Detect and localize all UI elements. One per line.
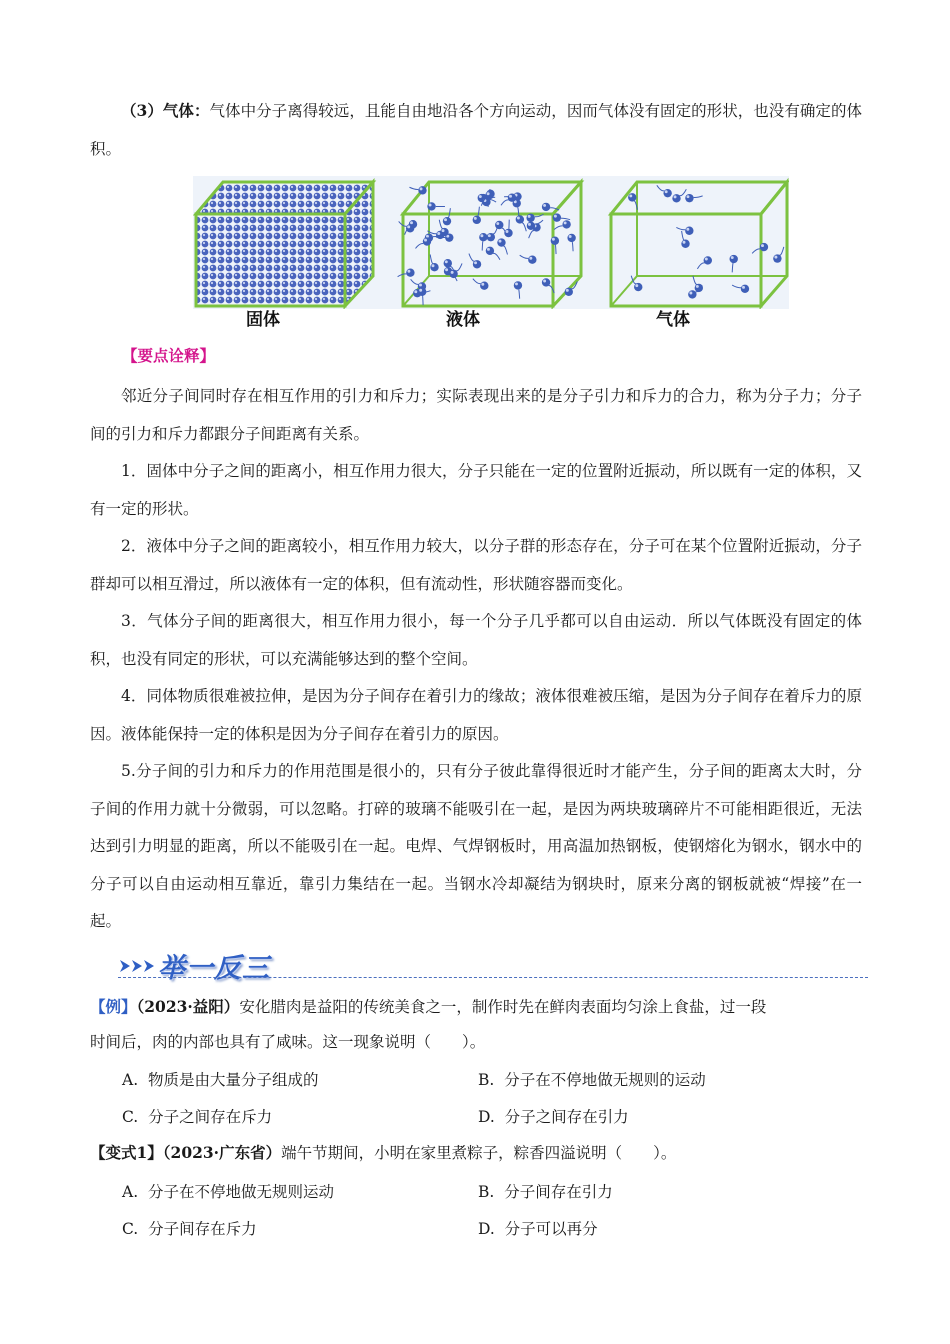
liquid-particle <box>406 224 414 232</box>
liquid-particle-highlight <box>552 238 555 241</box>
key-points-heading: 【要点诠释】 <box>122 347 216 365</box>
option-letter: A. <box>122 1183 139 1201</box>
liquid-particle <box>514 281 522 289</box>
liquid-particle <box>418 288 426 296</box>
figure-label-liquid: 液体 <box>446 310 480 330</box>
gas-particle-highlight <box>696 285 699 288</box>
gas-particle-highlight <box>674 195 677 198</box>
figure-label-gas: 气体 <box>656 310 690 330</box>
option-text: 分子之间存在引力 <box>504 1108 629 1126</box>
example-tag: 【例】 <box>90 997 137 1016</box>
liquid-particle <box>508 193 516 201</box>
gas-particle-highlight <box>687 195 690 198</box>
liquid-particle-highlight <box>543 204 546 207</box>
variant1-tag: 【变式1】 <box>90 1143 163 1162</box>
liquid-particle-highlight <box>420 187 423 190</box>
liquid-particle-highlight <box>509 195 512 198</box>
option-letter: C. <box>122 1108 139 1126</box>
key-point-item-3: 3．气体分子间的距离很大，相互作用力很小，每一个分子几乎都可以自由运动．所以气体既没有固定的体积，也没有同定的形状，可以充满能够达到的整个空间。 <box>90 612 862 668</box>
liquid-particle <box>406 269 414 277</box>
liquid-particle-highlight <box>481 283 484 286</box>
example-stem-line1 <box>90 992 862 1022</box>
example-source: （2023·益阳） <box>136 997 240 1016</box>
liquid-particle-highlight <box>496 222 499 225</box>
liquid-particle <box>486 247 494 255</box>
solid-box <box>196 182 373 306</box>
gas-particle <box>773 254 781 262</box>
gas-particle <box>681 240 689 248</box>
banner-divider <box>118 977 868 978</box>
example-option-c[interactable] <box>122 1102 272 1132</box>
liquid-particle-highlight <box>445 268 448 271</box>
option-text: 分子在不停地做无规则的运动 <box>504 1071 706 1089</box>
liquid-particle-highlight <box>529 257 532 260</box>
section-gas-label: （3）气体： <box>121 101 210 120</box>
option-text: 分子可以再分 <box>504 1220 598 1238</box>
liquid-particle-highlight <box>487 248 490 251</box>
liquid-particle <box>562 220 570 228</box>
liquid-particle <box>427 202 435 210</box>
liquid-particle <box>480 281 488 289</box>
key-point-item-1: 1．固体中分子之间的距离小，相互作用力很大，分子只能在一定的位置附近振动，所以既有一定的体积，又有一定的形状。 <box>90 462 862 518</box>
liquid-particle-highlight <box>487 192 490 195</box>
variant1-option-c[interactable] <box>122 1214 257 1244</box>
liquid-particle-tail <box>509 220 510 229</box>
option-letter: A. <box>122 1071 139 1089</box>
liquid-particle-highlight <box>515 282 518 285</box>
gas-particle-highlight <box>689 292 692 295</box>
liquid-particle <box>553 213 561 221</box>
liquid-particle-highlight <box>528 215 531 218</box>
liquid-particle <box>528 256 536 264</box>
liquid-particle-highlight <box>564 221 567 224</box>
gas-particle-highlight <box>774 256 777 259</box>
option-text: 分子在不停地做无规则运动 <box>147 1183 334 1201</box>
liquid-particle-highlight <box>419 289 422 292</box>
liquid-particle-highlight <box>407 270 410 273</box>
gas-particle-highlight <box>635 284 638 287</box>
option-letter: B. <box>478 1183 495 1201</box>
liquid-particle-highlight <box>474 217 477 220</box>
variant1-source: （2023·广东省） <box>162 1143 282 1162</box>
liquid-particle-highlight <box>426 235 429 238</box>
option-letter: C. <box>122 1220 139 1238</box>
liquid-particle-highlight <box>480 234 483 237</box>
variant1-option-a[interactable] <box>122 1177 334 1207</box>
gas-particle <box>685 194 693 202</box>
liquid-particle <box>418 186 426 194</box>
liquid-particle <box>430 263 438 271</box>
liquid-particle <box>527 222 535 230</box>
gas-particle <box>628 193 636 201</box>
gas-particle-highlight <box>629 194 632 197</box>
figure-label-solid: 固体 <box>246 310 280 330</box>
example-stem-text1: 安化腊肉是益阳的传统美食之一，制作时先在鲜肉表面均匀涂上食盐，过一段 <box>239 998 767 1016</box>
liquid-particle-highlight <box>445 260 448 263</box>
variant1-option-d[interactable] <box>478 1214 598 1244</box>
liquid-particle-highlight <box>474 261 477 264</box>
liquid-particle-highlight <box>479 195 482 198</box>
liquid-particle <box>443 217 451 225</box>
liquid-particle-highlight <box>407 225 410 228</box>
liquid-particle <box>479 233 487 241</box>
liquid-particle-highlight <box>410 221 413 224</box>
liquid-particle-highlight <box>517 217 520 220</box>
key-point-item-4: 4．同体物质很难被拉伸，是因为分子间存在着引力的缘故；液体很难被压缩，是因为分子间存在着斥力的原因。液体能保持一定的体积是因为分子间存在着引力的原因。 <box>90 687 862 743</box>
liquid-particle <box>504 229 512 237</box>
liquid-particle-highlight <box>566 289 569 292</box>
liquid-particle-highlight <box>419 283 422 286</box>
gas-particle-highlight <box>742 286 745 289</box>
liquid-particle <box>440 228 448 236</box>
example-stem-line2: 时间后，肉的内部也具有了咸味。这一现象说明（ ）。 <box>90 1033 486 1051</box>
liquid-particle-highlight <box>424 239 427 242</box>
liquid-particle <box>567 234 575 242</box>
liquid-particle-highlight <box>506 230 509 233</box>
triple-arrow-icon <box>118 956 160 976</box>
liquid-particle <box>473 216 481 224</box>
gas-particle-highlight <box>686 228 689 231</box>
gas-particle <box>704 256 712 264</box>
example-option-d[interactable] <box>478 1102 629 1132</box>
liquid-particle <box>551 237 559 245</box>
banner-title: 举一反三 <box>158 953 270 984</box>
liquid-particle-highlight <box>429 203 432 206</box>
variant1-option-b[interactable] <box>478 1177 613 1207</box>
variant1-stem <box>90 1138 862 1168</box>
key-point-item-5: 5.分子间的引力和斥力的作用范围是很小的，只有分子彼此靠得很近时才能产生，分子间的距离太大时，分子间的作用力就十分微弱，可以忽略。打碎的玻璃不能吸引在一起，是因为两块玻璃碎片不可能相距很近，无法达到引力明显的距离，所以不能吸引在一起。电焊、气焊钢板时，用高温加热钢板，使钢熔化为钢水，钢水中的分子可以自由运动相互靠近，靠引力集结在一起。当钢水冷却凝结为钢块时，原来分离的钢板就被“焊接”在一起。 <box>90 762 862 930</box>
example-option-b[interactable] <box>478 1065 706 1095</box>
liquid-particle-highlight <box>432 264 435 267</box>
gas-particle <box>663 189 671 197</box>
liquid-particle-highlight <box>569 235 572 238</box>
key-point-item-2: 2．液体中分子之间的距离较小，相互作用力较大，以分子群的形态存在，分子可在某个位置附近振动，分子群却可以相互滑过，所以液体有一定的体积，但有流动性，形状随容器而变化。 <box>90 537 862 593</box>
liquid-particle <box>516 215 524 223</box>
gas-particle-highlight <box>731 256 734 259</box>
section-gas-text: 气体中分子离得较远，且能自由地沿各个方向运动，因而气体没有固定的形状，也没有确定的体积。 <box>90 102 862 158</box>
option-letter: D. <box>478 1220 495 1238</box>
liquid-particle-highlight <box>499 240 502 243</box>
liquid-particle-highlight <box>488 234 491 237</box>
option-text: 分子间存在斥力 <box>148 1220 257 1238</box>
option-text: 分子之间存在斥力 <box>148 1108 273 1126</box>
variant1-stem-text: 端午节期间，小明在家里煮粽子，粽香四溢说明（ ）。 <box>281 1144 677 1162</box>
liquid-particle <box>497 238 505 246</box>
gas-particle <box>685 227 693 235</box>
gas-particle <box>760 243 768 251</box>
gas-particle <box>741 285 749 293</box>
gas-particle-highlight <box>761 244 764 247</box>
liquid-particle <box>526 214 534 222</box>
key-points-intro: 邻近分子间同时存在相互作用的引力和斥力；实际表现出来的是分子引力和斥力的合力，称为分子力；分子间的引力和斥力都跟分子间距离有关系。 <box>90 387 862 443</box>
gas-particle <box>730 255 738 263</box>
gas-particle <box>672 194 680 202</box>
option-letter: B. <box>478 1071 495 1089</box>
gas-particle-highlight <box>683 241 686 244</box>
liquid-particle <box>423 237 431 245</box>
option-letter: D. <box>478 1108 495 1126</box>
liquid-particle-highlight <box>444 218 447 221</box>
liquid-particle-highlight <box>414 290 417 293</box>
section-gas-paragraph <box>90 92 862 168</box>
liquid-particle-highlight <box>442 229 445 232</box>
example-option-a[interactable] <box>122 1065 319 1095</box>
option-text: 物质是由大量分子组成的 <box>147 1071 319 1089</box>
liquid-particle-highlight <box>543 280 546 283</box>
practice-banner <box>118 944 868 984</box>
liquid-particle <box>542 203 550 211</box>
liquid-particle-highlight <box>437 232 440 235</box>
gas-particle-highlight <box>665 190 668 193</box>
states-of-matter-figure <box>193 176 789 309</box>
gas-particle-highlight <box>705 258 708 261</box>
gas-particle <box>688 290 696 298</box>
liquid-particle-highlight <box>451 271 454 274</box>
option-text: 分子间存在引力 <box>504 1183 613 1201</box>
liquid-particle-highlight <box>528 223 531 226</box>
liquid-particle-highlight <box>554 215 557 218</box>
